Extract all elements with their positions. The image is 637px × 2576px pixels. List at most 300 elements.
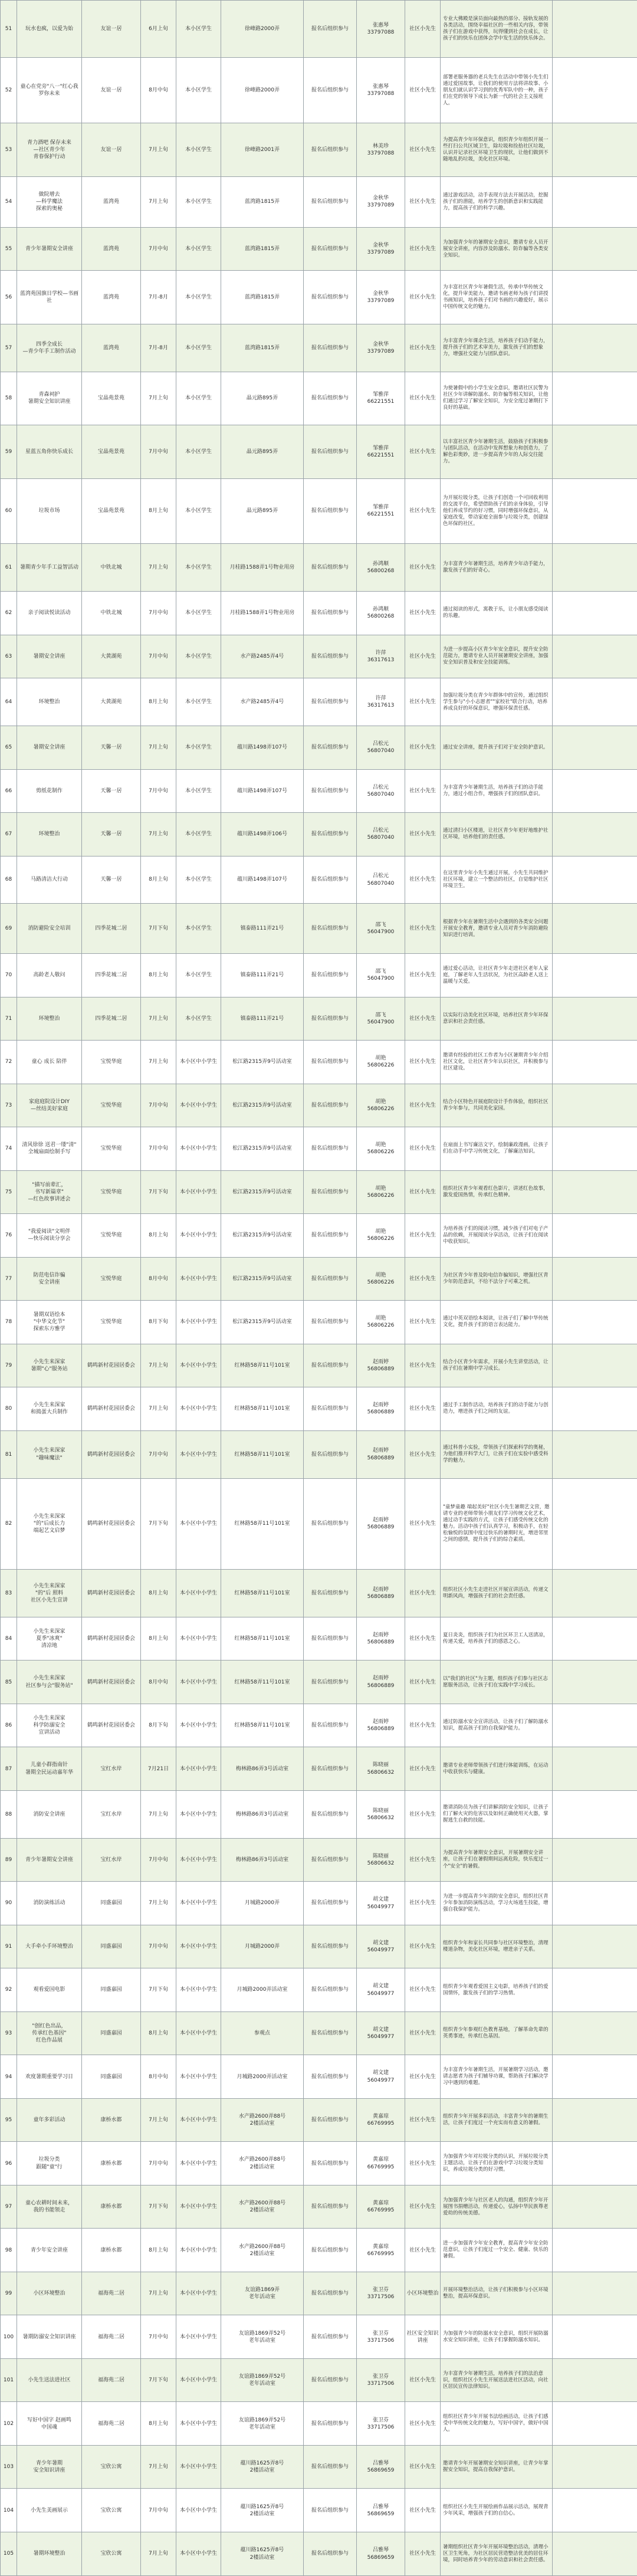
remarks bbox=[553, 425, 637, 478]
activity-name: 消防安全讲座 bbox=[17, 1790, 82, 1838]
table-row bbox=[1, 1661, 637, 1704]
activity-type: 社区小先生 bbox=[405, 123, 441, 176]
activity-time: 7月中旬 bbox=[141, 1430, 176, 1478]
location: 友谊路1869弄52号 老年活动室 bbox=[221, 2315, 304, 2359]
organizer: 同盛嘉园 bbox=[82, 1925, 141, 1968]
organizer: 宝晶苑景苑 bbox=[82, 425, 141, 478]
activity-name: 青少年安全讲座 bbox=[17, 2229, 82, 2272]
activity-description: 组织社区青少年观看红色影片，讲述红色故事，激发爱国热情，传承红色精神。 bbox=[441, 1170, 553, 1214]
participation-mode: 报名后组织参与 bbox=[304, 478, 357, 544]
location: 月桂路1588弄1号物业用房 bbox=[221, 544, 304, 592]
participants: 本小区中小学生 bbox=[176, 2358, 221, 2402]
organizer: 康桥水都 bbox=[82, 2229, 141, 2272]
remarks bbox=[553, 176, 637, 227]
activity-type: 社区小先生 bbox=[405, 904, 441, 954]
participation-mode: 报名后组织参与 bbox=[304, 1214, 357, 1258]
activity-name: 小先生来深家 "趣味魔法" bbox=[17, 1430, 82, 1478]
contact-info: 赵雨婷 56806889 bbox=[357, 1661, 405, 1704]
contact-info: 邵飞 56047900 bbox=[357, 997, 405, 1041]
activity-name: 消防演练活动 bbox=[17, 1882, 82, 1925]
table-row bbox=[1, 478, 637, 544]
remarks bbox=[553, 1041, 637, 1084]
row-number: 81 bbox=[1, 1430, 17, 1478]
organizer: 蓝湾苑 bbox=[82, 324, 141, 372]
organizer: 福海苑二居 bbox=[82, 2315, 141, 2359]
contact-info: 吕松元 56807040 bbox=[357, 769, 405, 813]
table-row bbox=[1, 271, 637, 324]
contact-info: 黄嘉琼 66769995 bbox=[357, 2142, 405, 2186]
participation-mode: 报名后组织参与 bbox=[304, 1301, 357, 1344]
participation-mode: 报名后组织参与 bbox=[304, 726, 357, 770]
row-number: 98 bbox=[1, 2229, 17, 2272]
activity-type: 社区小先生 bbox=[405, 58, 441, 123]
activity-description: 结合小区特色开展庭院设计手作体验，组织社区青少年参与，共同美化家园。 bbox=[441, 1084, 553, 1127]
organizer: 宝悦华庭 bbox=[82, 1257, 141, 1301]
table-row bbox=[1, 2142, 637, 2186]
participation-mode: 报名后组织参与 bbox=[304, 271, 357, 324]
activity-description: 邀请青少年开展暑期安全知识讲座，让青少年掌握安全知识，提高自我保护意识。 bbox=[441, 2445, 553, 2489]
participants: 本小区中小学生 bbox=[176, 1882, 221, 1925]
contact-info: 邹雅萍 66221551 bbox=[357, 425, 405, 478]
activity-name: 小先生来深家 社区参与会"服务站" bbox=[17, 1661, 82, 1704]
activity-time: 7月上旬 bbox=[141, 1790, 176, 1838]
activity-type: 社区小先生 bbox=[405, 1925, 441, 1968]
activity-name: 观看爱国电影 bbox=[17, 1968, 82, 2012]
participants: 本小区学生 bbox=[176, 904, 221, 954]
organizer: 大黄湖苑 bbox=[82, 635, 141, 678]
remarks bbox=[553, 1838, 637, 1882]
activity-name: 童心农耕时间未来， 我的书能领走 bbox=[17, 2185, 82, 2229]
activity-name: 童年多彩活动 bbox=[17, 2098, 82, 2142]
activity-time: 7月上旬 bbox=[141, 2098, 176, 2142]
activity-name: 做院增去 —科学魔法 探索的奥秘 bbox=[17, 176, 82, 227]
row-number: 84 bbox=[1, 1617, 17, 1661]
activity-name: 垃圾市场 bbox=[17, 478, 82, 544]
activity-description: 通过阅读的形式，寓教于乐，让小朋友感受阅读的乐趣。 bbox=[441, 592, 553, 635]
participants: 本小区中小学生 bbox=[176, 1041, 221, 1084]
activity-type: 社区小先生 bbox=[405, 2402, 441, 2446]
table-row bbox=[1, 1127, 637, 1171]
organizer: 同盛嘉园 bbox=[82, 1882, 141, 1925]
row-number: 69 bbox=[1, 904, 17, 954]
row-number: 90 bbox=[1, 1882, 17, 1925]
activity-description: 组织社区青少年开展书法绘画活动，让孩子们感受中华传统文化的魅力，写好中国字，做好中国人。 bbox=[441, 2402, 553, 2446]
location: 红林路58弄11号101室 bbox=[221, 1704, 304, 1747]
participants: 本小区中小学生 bbox=[176, 1257, 221, 1301]
participation-mode: 报名后组织参与 bbox=[304, 997, 357, 1041]
activity-time: 7月中旬 bbox=[141, 2315, 176, 2359]
organizer: 宝红水岸 bbox=[82, 1790, 141, 1838]
activity-description: 在这里青少年小先生通过开展，小先生共同维护社区环境，建立一个整洁的社区，自觉维护社区环境卫生。 bbox=[441, 856, 553, 904]
activity-type: 社区小先生 bbox=[405, 1041, 441, 1084]
participation-mode: 报名后组织参与 bbox=[304, 2142, 357, 2186]
organizer: 宝悦华庭 bbox=[82, 1127, 141, 1171]
remarks bbox=[553, 1704, 637, 1747]
participants: 本小区中小学生 bbox=[176, 2142, 221, 2186]
contact-info: 胡文建 56049977 bbox=[357, 1925, 405, 1968]
location: 红林路58弄11号101室 bbox=[221, 1387, 304, 1431]
participants: 本小区中小学生 bbox=[176, 1569, 221, 1617]
activity-time: 7月下旬 bbox=[141, 2358, 176, 2402]
row-number: 56 bbox=[1, 271, 17, 324]
contact-info: 邹雅萍 66221551 bbox=[357, 478, 405, 544]
participation-mode: 报名后组织参与 bbox=[304, 2489, 357, 2532]
table-row bbox=[1, 813, 637, 857]
location: 镇泰路111弄21号 bbox=[221, 904, 304, 954]
activity-description: 为提高青少年环保意识，组织青少年组织开展一些打扫公共区域卫生，除垃圾和捡拾社区垃圾，认识并记录社区环境卫生的现状，让他们做到不随地乱扔垃圾，美化社区环境。 bbox=[441, 123, 553, 176]
organizer: 宝欣公寓 bbox=[82, 2445, 141, 2489]
remarks bbox=[553, 1968, 637, 2012]
remarks bbox=[553, 478, 637, 544]
activity-type: 社区小先生 bbox=[405, 372, 441, 425]
contact-info: 张卫芬 33717506 bbox=[357, 2358, 405, 2402]
organizer: 康桥水都 bbox=[82, 2142, 141, 2186]
participation-mode: 报名后组织参与 bbox=[304, 678, 357, 726]
remarks bbox=[553, 2489, 637, 2532]
activity-name: 暑期环境整治 bbox=[17, 2532, 82, 2576]
location: 水产路2485弄4号 bbox=[221, 635, 304, 678]
organizer: 蓝湾苑 bbox=[82, 176, 141, 227]
activity-time: 7月上旬 bbox=[141, 1882, 176, 1925]
contact-info: 金秋华 33797089 bbox=[357, 227, 405, 271]
activity-type: 社区小先生 bbox=[405, 425, 441, 478]
contact-info: 许萍 36317613 bbox=[357, 635, 405, 678]
organizer: 四季花城二居 bbox=[82, 904, 141, 954]
contact-info: 陈晓丽 56806632 bbox=[357, 1747, 405, 1791]
table-row bbox=[1, 2098, 637, 2142]
activity-name: 青力酒吧 保存未来 —社区青少年 青春保护行动 bbox=[17, 123, 82, 176]
activity-description: 部署老服务器的老兵先生在活动中带领小先生们通过爱国故事，让我们的使用方法将讲故事、小朋友们就认识学习到的优秀军队中的一种，孩子们在党的领导下成长为新一代的社会主义接班人。 bbox=[441, 58, 553, 123]
contact-info: 孙鸿顺 56800268 bbox=[357, 592, 405, 635]
activity-description: 组织青少年和家长共同参与社区环境整治，清理楼道杂物，美化社区环境，增进亲子关系。 bbox=[441, 1925, 553, 1968]
row-number: 82 bbox=[1, 1478, 17, 1569]
activity-type: 社区小先生 bbox=[405, 1882, 441, 1925]
remarks bbox=[553, 726, 637, 770]
participants: 本小区中小学生 bbox=[176, 2402, 221, 2446]
location: 松江路2315弄9号活动室 bbox=[221, 1170, 304, 1214]
location: 蓝湾路1815弄 bbox=[221, 324, 304, 372]
activity-description: 组织社区小先生走进社区开展宣讲活动，传递文明新风尚，增强孩子们的社会责任感。 bbox=[441, 1569, 553, 1617]
contact-info: 林美珍 33797088 bbox=[357, 123, 405, 176]
table-row bbox=[1, 1301, 637, 1344]
activity-name: "创红色出品， 传承红色基因" 红色作品展 bbox=[17, 2011, 82, 2055]
table-row bbox=[1, 1747, 637, 1791]
participation-mode: 报名后组织参与 bbox=[304, 1790, 357, 1838]
row-number: 68 bbox=[1, 856, 17, 904]
organizer: 康桥水都 bbox=[82, 2185, 141, 2229]
activity-name: 暑期安全讲座 bbox=[17, 726, 82, 770]
location: 蕴川路1625弄8号 2楼活动室 bbox=[221, 2445, 304, 2489]
activity-description: 暑期组织社区青少年开展环境整治活动，清理小区卫生死角，为社区居民营造整洁优美的居住环境，同时培养青少年的劳动意识和社会责任感。 bbox=[441, 2532, 553, 2576]
row-number: 59 bbox=[1, 425, 17, 478]
remarks bbox=[553, 954, 637, 997]
table-row bbox=[1, 1882, 637, 1925]
row-number: 80 bbox=[1, 1387, 17, 1431]
activity-type: 社区小先生 bbox=[405, 1430, 441, 1478]
remarks bbox=[553, 1569, 637, 1617]
participation-mode: 报名后组织参与 bbox=[304, 2532, 357, 2576]
organizer: 鹤鸣新村花园居委会 bbox=[82, 1617, 141, 1661]
table-row bbox=[1, 592, 637, 635]
table-row bbox=[1, 544, 637, 592]
contact-info: 赵雨婷 56806889 bbox=[357, 1387, 405, 1431]
table-row bbox=[1, 1214, 637, 1258]
participants: 本小区中小学生 bbox=[176, 1790, 221, 1838]
table-row bbox=[1, 1617, 637, 1661]
row-number: 93 bbox=[1, 2011, 17, 2055]
activity-type: 社区小先生 bbox=[405, 813, 441, 857]
activity-type: 社区小先生 bbox=[405, 2142, 441, 2186]
contact-info: 金秋华 33797089 bbox=[357, 324, 405, 372]
table-row bbox=[1, 372, 637, 425]
row-number: 92 bbox=[1, 1968, 17, 2012]
activity-name: "描写前辈汇， 书写新篇章" —红色故事讲述会 bbox=[17, 1170, 82, 1214]
activity-description: 为社区青少年普及防电信诈骗知识，增强社区青少年防范意识，不给不法分子可乘之机。 bbox=[441, 1257, 553, 1301]
participation-mode: 报名后组织参与 bbox=[304, 1430, 357, 1478]
participation-mode: 报名后组织参与 bbox=[304, 176, 357, 227]
row-number: 96 bbox=[1, 2142, 17, 2186]
activity-name: 青森祠护 暑期安全知识讲座 bbox=[17, 372, 82, 425]
activity-description: 开展环境整治活动，让孩子们积极参与小区环境整治，提高环保意识。 bbox=[441, 2272, 553, 2315]
organizer: 同盛嘉园 bbox=[82, 2055, 141, 2099]
activity-type: 社区小先生 bbox=[405, 678, 441, 726]
row-number: 100 bbox=[1, 2315, 17, 2359]
table-row bbox=[1, 425, 637, 478]
activity-description: 为提高青少年暑期安全意识，开展暑期安全讲座，让孩子们在暑假期间远离危险，快乐度过一个"安全"的暑假。 bbox=[441, 1838, 553, 1882]
activity-name: 马路清洁大行动 bbox=[17, 856, 82, 904]
contact-info: 赵雨婷 56806889 bbox=[357, 1430, 405, 1478]
row-number: 64 bbox=[1, 678, 17, 726]
participation-mode: 报名后组织参与 bbox=[304, 425, 357, 478]
contact-info: 邵飞 56047900 bbox=[357, 954, 405, 997]
organizer: 同盛嘉园 bbox=[82, 2011, 141, 2055]
participants: 本小区中小学生 bbox=[176, 1617, 221, 1661]
activity-time: 8月中旬 bbox=[141, 2055, 176, 2099]
activity-time: 8月上旬 bbox=[141, 1214, 176, 1258]
row-number: 83 bbox=[1, 1569, 17, 1617]
contact-info: 赵雨婷 56806889 bbox=[357, 1478, 405, 1569]
participants: 本小区中小学生 bbox=[176, 2445, 221, 2489]
participation-mode: 报名后组织参与 bbox=[304, 813, 357, 857]
row-number: 61 bbox=[1, 544, 17, 592]
contact-info: 黄嘉琼 66769995 bbox=[357, 2229, 405, 2272]
contact-info: 邵飞 56047900 bbox=[357, 904, 405, 954]
participants: 本小区中小学生 bbox=[176, 2532, 221, 2576]
activity-description: 根据青少年在暑期生活中会遇到的各类安全问题开展安全教育，邀请专业人员对青少年消防避险知识进行培训。 bbox=[441, 904, 553, 954]
activity-type: 小区环境整治 bbox=[405, 2272, 441, 2315]
participation-mode: 报名后组织参与 bbox=[304, 2098, 357, 2142]
activity-description: 组织青少年开展多彩活动，丰富青少年的暑期生活，让孩子们度过一个充实而有意义的暑假。 bbox=[441, 2098, 553, 2142]
activity-description: 加强垃圾分类在青少年群体中的宣传，通过组织学生参与"小小志愿者""家校社"联合行动，培养养成良好的环保意识，增强环保责任感。 bbox=[441, 678, 553, 726]
remarks bbox=[553, 997, 637, 1041]
row-number: 89 bbox=[1, 1838, 17, 1882]
remarks bbox=[553, 1790, 637, 1838]
participants: 本小区学生 bbox=[176, 1, 221, 58]
activity-type: 社区小先生 bbox=[405, 2489, 441, 2532]
activity-time: 7月下旬 bbox=[141, 1968, 176, 2012]
activity-type: 社区小先生 bbox=[405, 2358, 441, 2402]
participants: 本小区中小学生 bbox=[176, 1214, 221, 1258]
activity-name: 环境整治 bbox=[17, 813, 82, 857]
row-number: 101 bbox=[1, 2358, 17, 2402]
participants: 本小区中小学生 bbox=[176, 2011, 221, 2055]
activity-name: 青少年暑期安全讲座 bbox=[17, 227, 82, 271]
participants: 本小区中小学生 bbox=[176, 2098, 221, 2142]
table-row bbox=[1, 856, 637, 904]
location: 红林路58弄11号101室 bbox=[221, 1430, 304, 1478]
row-number: 87 bbox=[1, 1747, 17, 1791]
activity-name: 青少年暑期安全讲座 bbox=[17, 1838, 82, 1882]
activity-type: 社区小先生 bbox=[405, 2055, 441, 2099]
row-number: 91 bbox=[1, 1925, 17, 1968]
activity-type: 社区小先生 bbox=[405, 1, 441, 58]
table-row bbox=[1, 1790, 637, 1838]
remarks bbox=[553, 904, 637, 954]
organizer: 友谊一居 bbox=[82, 58, 141, 123]
organizer: 鹤鸣新村花园居委会 bbox=[82, 1704, 141, 1747]
participants: 本小区学生 bbox=[176, 324, 221, 372]
activity-time: 7月下旬 bbox=[141, 1170, 176, 1214]
activity-type: 社区小先生 bbox=[405, 2098, 441, 2142]
activity-name: 高龄老人敬问 bbox=[17, 954, 82, 997]
contact-info: 张卫芬 33717506 bbox=[357, 2402, 405, 2446]
activity-type: 社区小先生 bbox=[405, 1170, 441, 1214]
activity-type: 社区小先生 bbox=[405, 2185, 441, 2229]
activity-name: 小先生送法进社区 bbox=[17, 2358, 82, 2402]
participation-mode: 报名后组织参与 bbox=[304, 2185, 357, 2229]
participation-mode: 报名后组织参与 bbox=[304, 1747, 357, 1791]
participants: 本小区中小学生 bbox=[176, 1925, 221, 1968]
remarks bbox=[553, 324, 637, 372]
activity-description: 通过防溺水安全宣讲活动，让孩子们了解防溺水知识，提高孩子们的自我保护能力。 bbox=[441, 1704, 553, 1747]
row-number: 97 bbox=[1, 2185, 17, 2229]
activity-time: 6月上旬 bbox=[141, 1, 176, 58]
table-row bbox=[1, 954, 637, 997]
activity-name: 小先生来深家 科学防溺安全 宣讲活动 bbox=[17, 1704, 82, 1747]
activity-time: 7月-8月 bbox=[141, 324, 176, 372]
contact-info: 赵雨婷 56806889 bbox=[357, 1344, 405, 1387]
activity-name: 家庭庭院设计DIY —丝结美好家庭 bbox=[17, 1084, 82, 1127]
row-number: 70 bbox=[1, 954, 17, 997]
organizer: 同盛嘉园 bbox=[82, 1968, 141, 2012]
location: 蓝湾路1815弄 bbox=[221, 176, 304, 227]
organizer: 鹤鸣新村花园居委会 bbox=[82, 1661, 141, 1704]
activity-description: 组织青少年参观红色教育基地，了解革命先辈的英勇事迹，传承红色基因。 bbox=[441, 2011, 553, 2055]
activity-time: 7月中旬 bbox=[141, 1925, 176, 1968]
activity-time: 7月中旬 bbox=[141, 2489, 176, 2532]
participation-mode: 报名后组织参与 bbox=[304, 2402, 357, 2446]
organizer: 宝悦华庭 bbox=[82, 1214, 141, 1258]
activity-type: 社区小先生 bbox=[405, 2011, 441, 2055]
activity-description: 进一步加强青少年安全教育，提高青少年安全防范意识，让孩子们度过一个安全、健康、快乐的暑假。 bbox=[441, 2229, 553, 2272]
table-row bbox=[1, 1704, 637, 1747]
organizer: 宝晶苑景苑 bbox=[82, 372, 141, 425]
participation-mode: 报名后组织参与 bbox=[304, 1127, 357, 1171]
table-row bbox=[1, 2272, 637, 2315]
activity-type: 社区小先生 bbox=[405, 478, 441, 544]
activity-time: 8月中旬 bbox=[141, 1257, 176, 1301]
table-row bbox=[1, 1257, 637, 1301]
participation-mode: 报名后组织参与 bbox=[304, 1925, 357, 1968]
remarks bbox=[553, 1, 637, 58]
contact-info: 胡文建 56049977 bbox=[357, 1968, 405, 2012]
remarks bbox=[553, 1747, 637, 1791]
participants: 本小区中小学生 bbox=[176, 1478, 221, 1569]
participants: 本小区中小学生 bbox=[176, 1301, 221, 1344]
participation-mode: 报名后组织参与 bbox=[304, 856, 357, 904]
location: 红林路58弄11号101室 bbox=[221, 1344, 304, 1387]
row-number: 60 bbox=[1, 478, 17, 544]
row-number: 67 bbox=[1, 813, 17, 857]
activity-name: 清风徐徐 送君一缕"清" 全城扇面绘制手写 bbox=[17, 1127, 82, 1171]
organizer: 四季花城二居 bbox=[82, 954, 141, 997]
participants: 本小区学生 bbox=[176, 372, 221, 425]
activity-type: 社区小先生 bbox=[405, 769, 441, 813]
row-number: 58 bbox=[1, 372, 17, 425]
activity-type: 社区小先生 bbox=[405, 856, 441, 904]
activity-type: 社区小先生 bbox=[405, 1344, 441, 1387]
location: 友谊路1869弄52号 老年活动室 bbox=[221, 2358, 304, 2402]
organizer: 宝悦华庭 bbox=[82, 1084, 141, 1127]
organizer: 鹤鸣新村花园居委会 bbox=[82, 1478, 141, 1569]
row-number: 103 bbox=[1, 2445, 17, 2489]
organizer: 友谊一居 bbox=[82, 123, 141, 176]
participation-mode: 报名后组织参与 bbox=[304, 1387, 357, 1431]
participants: 本小区学生 bbox=[176, 813, 221, 857]
participants: 本小区中小学生 bbox=[176, 2272, 221, 2315]
remarks bbox=[553, 227, 637, 271]
participation-mode: 报名后组织参与 bbox=[304, 2358, 357, 2402]
participation-mode: 报名后组织参与 bbox=[304, 2011, 357, 2055]
participation-mode: 报名后组织参与 bbox=[304, 1041, 357, 1084]
participants: 本小区学生 bbox=[176, 592, 221, 635]
activity-time: 7月上旬 bbox=[141, 372, 176, 425]
location: 松江路2315弄9号活动室 bbox=[221, 1301, 304, 1344]
location: 镇泰路111弄21号 bbox=[221, 997, 304, 1041]
activity-time: 8月上旬 bbox=[141, 1617, 176, 1661]
row-number: 78 bbox=[1, 1301, 17, 1344]
table-row bbox=[1, 123, 637, 176]
activity-name: 亲子阅读悦读活动 bbox=[17, 592, 82, 635]
remarks bbox=[553, 2142, 637, 2186]
organizer: 宝红水岸 bbox=[82, 1747, 141, 1791]
row-number: 102 bbox=[1, 2402, 17, 2446]
activity-type: 社区小先生 bbox=[405, 1661, 441, 1704]
table-row bbox=[1, 176, 637, 227]
participants: 本小区学生 bbox=[176, 997, 221, 1041]
row-number: 88 bbox=[1, 1790, 17, 1838]
activity-type: 社区小先生 bbox=[405, 1968, 441, 2012]
participation-mode: 报名后组织参与 bbox=[304, 1617, 357, 1661]
row-number: 105 bbox=[1, 2532, 17, 2576]
location: 红林路58弄11号101室 bbox=[221, 1617, 304, 1661]
table-row bbox=[1, 769, 637, 813]
activity-type: 社区小先生 bbox=[405, 1704, 441, 1747]
contact-info: 胡艳 56806226 bbox=[357, 1170, 405, 1214]
table-row bbox=[1, 58, 637, 123]
activity-name: 暑期双语绘本 "中华文化节" 探索东方雅学 bbox=[17, 1301, 82, 1344]
activity-time: 8月上旬 bbox=[141, 2011, 176, 2055]
remarks bbox=[553, 2532, 637, 2576]
activity-name: 剪纸花制作 bbox=[17, 769, 82, 813]
remarks bbox=[553, 1430, 637, 1478]
remarks bbox=[553, 2315, 637, 2359]
location: 梅林路86弄3号活动室 bbox=[221, 1790, 304, 1838]
activity-name: 环境整治 bbox=[17, 678, 82, 726]
activity-name: 小先生来深家 和捣蛋大兵制作 bbox=[17, 1387, 82, 1431]
activity-type: 社区小先生 bbox=[405, 954, 441, 997]
location: 红林路58弄11号101室 bbox=[221, 1478, 304, 1569]
